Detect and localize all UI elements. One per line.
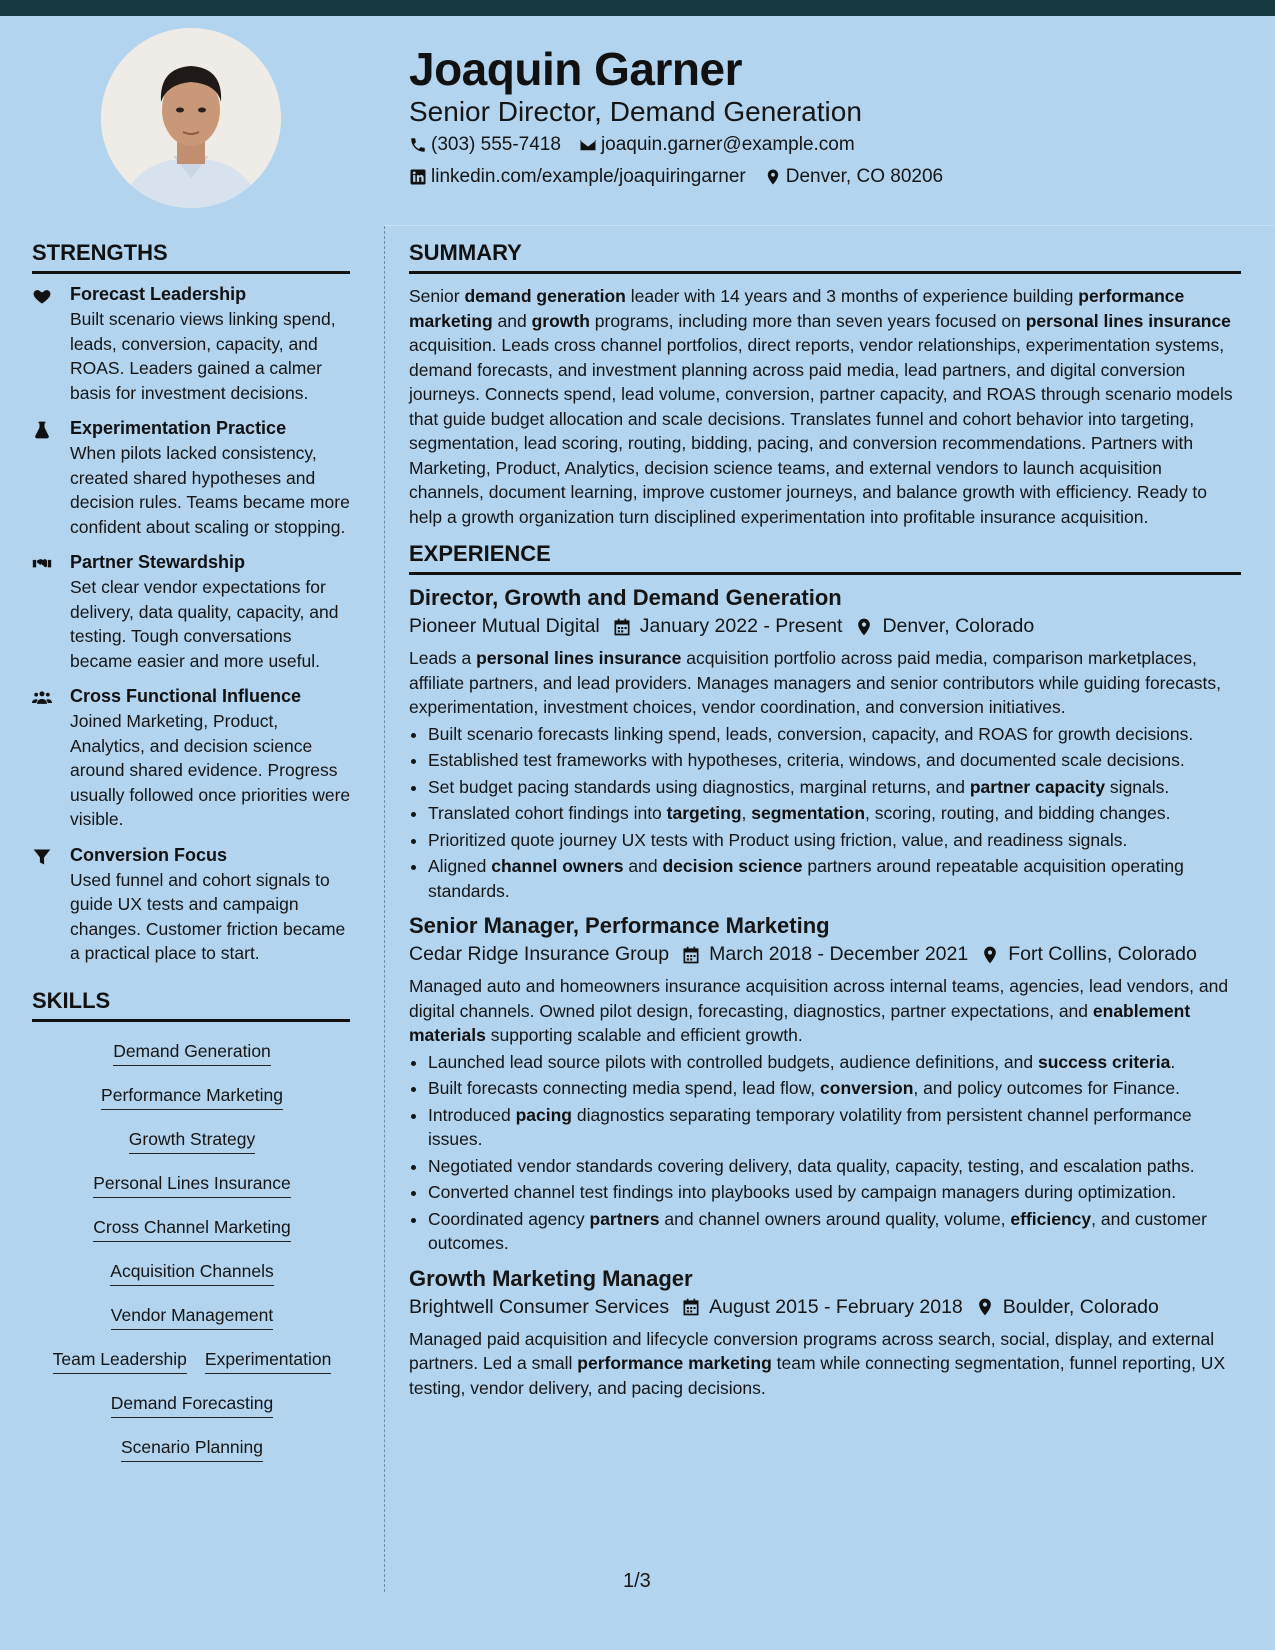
- linkedin-contact[interactable]: [409, 166, 746, 188]
- bold-keyword: pacing: [515, 1104, 572, 1125]
- text-segment: partners around repeatable acquisition operating standards.: [428, 856, 1184, 901]
- location-contact: [764, 166, 943, 188]
- text-segment: Translated cohort findings into: [428, 803, 667, 823]
- experience-heading: EXPERIENCE: [409, 541, 1241, 575]
- strength-description: Set clear vendor expectations for delivery, data quality, capacity, and testing. Tough conversations became easier and more useful.: [70, 577, 339, 671]
- job-company: Pioneer Mutual Digital: [409, 615, 600, 637]
- phone-text: (303) 555-7418: [431, 134, 561, 155]
- candidate-name: Joaquin Garner: [409, 43, 742, 95]
- skill-tag: Demand Forecasting: [111, 1393, 273, 1418]
- job-location: [980, 943, 1197, 966]
- strength-title: Conversion Focus: [70, 844, 228, 865]
- text-segment: ,: [741, 803, 752, 823]
- bold-keyword: personal lines insurance: [476, 648, 682, 668]
- text-segment: signals.: [1105, 776, 1170, 797]
- skill-tag: Growth Strategy: [129, 1129, 255, 1154]
- job-dates: [681, 943, 968, 966]
- job-bullet: [428, 801, 1241, 826]
- strengths-list: [32, 284, 352, 966]
- calendar-icon: [681, 1297, 701, 1317]
- job-title: Senior Manager, Performance Marketing: [409, 913, 830, 938]
- job-bullet: [428, 1180, 1241, 1205]
- linkedin-icon: [409, 168, 427, 186]
- text-segment: acquisition. Leads cross channel portfolios, direct reports, vendor relationships, experimentation systems, demand forecasts, and investment planning across paid media, lead partners, and digital conversion journeys. Connects spend, lead volume, conversion, partner capacity, and ROAS through scenario models that guide budget allocation and scale decisions. Translates funnel and cohort behavior into targeting, segmentation, lead scoring, routing, bidding, pacing, and conversion recommendations. Partners with Marketing, Product, Analytics, decision science teams, and external vendors to launch acquisition channels, document learning, improve customer journeys, and balance growth with efficiency. Ready to help a growth organization turn disciplined experimentation into profitable insurance acquisition.: [409, 335, 1233, 527]
- skill-tag: Scenario Planning: [121, 1437, 263, 1462]
- skill-tag: Vendor Management: [111, 1305, 273, 1330]
- bold-keyword: success criteria: [1038, 1051, 1171, 1072]
- handshake-icon: [32, 554, 52, 574]
- job-location-text: Denver, Colorado: [882, 615, 1035, 637]
- bold-keyword: efficiency: [1010, 1208, 1092, 1229]
- job-dates: [612, 615, 843, 638]
- strength-icon-wrap: [32, 418, 70, 539]
- envelope-icon: [579, 136, 597, 154]
- filter-icon: [32, 847, 52, 867]
- job-description: [409, 1327, 1241, 1401]
- calendar-icon: [681, 945, 701, 965]
- job-description: [409, 974, 1241, 1048]
- linkedin-text: linkedin.com/example/joaquiringarner: [431, 166, 746, 187]
- strength-item: [32, 552, 352, 673]
- text-segment: programs, including more than seven years focused on: [589, 310, 1026, 331]
- calendar-icon: [612, 617, 632, 637]
- job-title: Growth Marketing Manager: [409, 1265, 693, 1291]
- text-segment: and channel owners around quality, volume,: [659, 1208, 1011, 1229]
- text-segment: , scoring, routing, and bidding changes.: [865, 803, 1171, 823]
- job-bullet: [428, 1103, 1241, 1152]
- skill-tag: Acquisition Channels: [110, 1261, 273, 1286]
- email-contact[interactable]: [579, 134, 855, 156]
- contact-row-2: [409, 166, 961, 188]
- job-description: [409, 646, 1241, 720]
- job-location: [975, 1296, 1159, 1319]
- job-bullet: [428, 854, 1241, 903]
- users-icon: [32, 688, 52, 708]
- text-segment: Launched lead source pilots with controlled budgets, audience definitions, and: [428, 1051, 1038, 1072]
- skills-heading: SKILLS: [32, 988, 350, 1022]
- left-column: [32, 240, 352, 1472]
- bold-keyword: decision science: [662, 856, 803, 876]
- text-segment: diagnostics separating temporary volatility from persistent channel performance issues.: [428, 1104, 1192, 1149]
- experience-list: [409, 585, 1241, 1400]
- bold-keyword: performance marketing: [577, 1353, 772, 1373]
- job-location: [854, 615, 1034, 638]
- map-pin-icon: [764, 168, 782, 186]
- strength-icon-wrap: [32, 552, 70, 673]
- text-segment: Aligned: [428, 856, 492, 876]
- bold-keyword: targeting: [666, 803, 742, 823]
- text-segment: Negotiated vendor standards covering delivery, data quality, capacity, testing, and escalation paths.: [428, 1155, 1195, 1176]
- job-bullet: [428, 1154, 1241, 1179]
- job-dates-text: March 2018 - December 2021: [709, 943, 969, 965]
- job-location-text: Fort Collins, Colorado: [1008, 943, 1197, 965]
- text-segment: , and policy outcomes for Finance.: [913, 1078, 1180, 1098]
- strength-item: [32, 845, 352, 966]
- strength-description: Used funnel and cohort signals to guide UX tests and campaign changes. Customer friction became a practical place to start.: [70, 869, 346, 963]
- strengths-heading: STRENGTHS: [32, 240, 350, 274]
- job-bullet: [428, 1050, 1241, 1075]
- candidate-title: Senior Director, Demand Generation: [409, 96, 862, 127]
- job-entry: [409, 1266, 1241, 1401]
- job-bullets: [409, 1050, 1241, 1256]
- strength-item: [32, 418, 352, 539]
- phone-contact[interactable]: [409, 134, 561, 156]
- text-segment: , and customer outcomes.: [428, 1208, 1207, 1253]
- location-text: Denver, CO 80206: [785, 166, 944, 187]
- text-segment: Leads a: [409, 648, 477, 668]
- contact-row-1: [409, 134, 873, 156]
- job-entry: [409, 913, 1241, 1256]
- bold-keyword: personal lines insurance: [1025, 310, 1231, 331]
- job-company: Cedar Ridge Insurance Group: [409, 943, 670, 965]
- strength-icon-wrap: [32, 845, 70, 966]
- text-segment: Managed paid acquisition and lifecycle conversion programs across search, social, display, and external partners. Led a small: [409, 1328, 1215, 1373]
- job-meta: [409, 1296, 1241, 1319]
- skill-tag: Team Leadership: [53, 1349, 187, 1374]
- page-number: 1/3: [623, 1570, 651, 1592]
- job-meta: [409, 943, 1241, 966]
- job-dates: [681, 1296, 963, 1319]
- text-segment: and: [623, 856, 663, 876]
- skill-tag: Experimentation: [205, 1349, 331, 1374]
- bold-keyword: segmentation: [751, 803, 866, 823]
- job-bullet: [428, 775, 1241, 800]
- job-bullet: [428, 748, 1241, 773]
- job-title: Director, Growth and Demand Generation: [409, 585, 842, 610]
- text-segment: Senior: [409, 286, 465, 306]
- header-divider: [384, 225, 1275, 226]
- strength-title: Experimentation Practice: [70, 418, 287, 438]
- skill-tag: Performance Marketing: [101, 1085, 283, 1110]
- job-bullets: [409, 722, 1241, 904]
- strength-item: [32, 686, 352, 832]
- profile-photo: [101, 28, 281, 208]
- job-bullet: [428, 828, 1241, 853]
- text-segment: Built forecasts connecting media spend, lead flow,: [428, 1078, 821, 1098]
- text-segment: Introduced: [428, 1104, 516, 1125]
- strength-title: Cross Functional Influence: [70, 686, 302, 706]
- map-pin-icon: [975, 1297, 995, 1317]
- bold-keyword: growth: [531, 310, 590, 331]
- text-segment: Converted channel test findings into playbooks used by campaign managers during optimization.: [428, 1182, 1177, 1202]
- bold-keyword: demand generation: [464, 286, 626, 306]
- text-segment: and: [492, 310, 532, 331]
- text-segment: team while connecting segmentation, funnel reporting, UX testing, vendor delivery, and pacing decisions.: [409, 1353, 1226, 1398]
- skill-tag: Demand Generation: [113, 1041, 271, 1066]
- column-divider: [384, 226, 385, 1592]
- text-segment: Prioritized quote journey UX tests with Product using friction, value, and readiness signals.: [428, 829, 1128, 850]
- text-segment: acquisition portfolio across paid media, comparison marketplaces, affiliate partners, and lead providers. Manages managers and senior contributors while guiding forecasts, experimentation, investment choices, vendor coordination, and conversion initiatives.: [409, 648, 1221, 717]
- strength-icon-wrap: [32, 284, 70, 405]
- skills-list: [32, 1032, 352, 1472]
- text-segment: supporting scalable and efficient growth.: [485, 1025, 803, 1045]
- job-bullet: [428, 1076, 1241, 1101]
- strength-description: Built scenario views linking spend, leads, conversion, capacity, and ROAS. Leaders gained a calmer basis for investment decisions.: [70, 309, 336, 403]
- job-dates-text: August 2015 - February 2018: [709, 1295, 963, 1318]
- job-bullet: [428, 722, 1241, 747]
- bold-keyword: partners: [589, 1208, 660, 1229]
- summary-text: [409, 284, 1241, 529]
- phone-icon: [409, 136, 427, 154]
- job-bullet: [428, 1207, 1241, 1256]
- bold-keyword: performance marketing: [409, 286, 1185, 331]
- heart-icon: [32, 286, 52, 306]
- map-pin-icon: [980, 945, 1000, 965]
- strength-description: Joined Marketing, Product, Analytics, and decision science around shared evidence. Progress usually followed once priorities were visible.: [70, 711, 351, 829]
- bold-keyword: conversion: [820, 1078, 914, 1098]
- skill-tag: Personal Lines Insurance: [93, 1173, 290, 1198]
- strength-title: Forecast Leadership: [70, 284, 247, 304]
- strength-title: Partner Stewardship: [70, 552, 246, 572]
- text-segment: Managed auto and homeowners insurance acquisition across internal teams, agencies, lead vendors, and digital channels. Owned pilot design, forecasting, diagnostics, partner expectations, and: [409, 976, 1229, 1021]
- map-pin-icon: [854, 617, 874, 637]
- job-company: Brightwell Consumer Services: [409, 1295, 670, 1318]
- strength-icon-wrap: [32, 686, 70, 832]
- skill-tag: Cross Channel Marketing: [93, 1217, 290, 1242]
- job-location-text: Boulder, Colorado: [1002, 1295, 1159, 1318]
- right-column: [409, 240, 1241, 1402]
- flask-icon: [32, 420, 52, 440]
- job-entry: [409, 585, 1241, 903]
- job-dates-text: January 2022 - Present: [639, 615, 843, 637]
- text-segment: leader with 14 years and 3 months of experience building: [625, 286, 1079, 306]
- strength-description: When pilots lacked consistency, created shared hypotheses and decision rules. Teams became more confident about scaling or stopping.: [70, 443, 350, 537]
- summary-heading: SUMMARY: [409, 240, 1241, 274]
- top-accent-bar: [0, 0, 1275, 16]
- job-meta: [409, 615, 1241, 638]
- strength-item: [32, 284, 352, 405]
- bold-keyword: partner capacity: [969, 776, 1106, 797]
- bold-keyword: channel owners: [491, 856, 624, 876]
- email-text: joaquin.garner@example.com: [600, 134, 855, 155]
- text-segment: Built scenario forecasts linking spend, leads, conversion, capacity, and ROAS for growth decisions.: [428, 723, 1194, 744]
- bold-keyword: enablement materials: [409, 1000, 1191, 1045]
- text-segment: .: [1170, 1051, 1176, 1072]
- text-segment: Set budget pacing standards using diagnostics, marginal returns, and: [428, 776, 970, 797]
- text-segment: Established test frameworks with hypotheses, criteria, windows, and documented scale decisions.: [428, 750, 1185, 770]
- text-segment: Coordinated agency: [428, 1208, 590, 1229]
